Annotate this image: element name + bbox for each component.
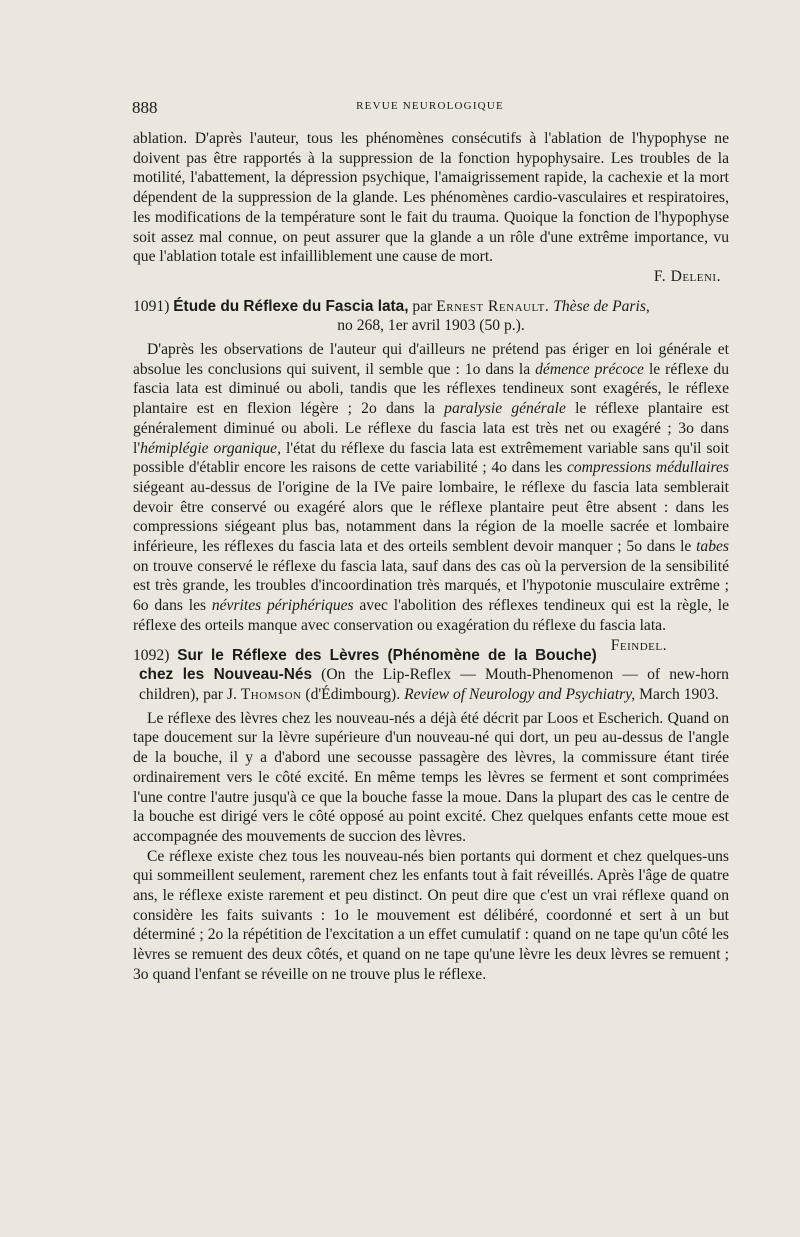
article-1091-heading bbox=[133, 297, 729, 317]
article-1091-title: Étude du Réflexe du Fascia lata, bbox=[173, 297, 409, 315]
term-nevrites: névrites périphériques bbox=[211, 597, 354, 615]
article-1091-number: 1091) bbox=[133, 297, 170, 315]
article-1092-title: Sur le Réflexe des Lèvres (Phénomène de la Bouche) chez les Nouveau-Nés bbox=[139, 646, 597, 684]
prev-article-text: ablation. D'après l'auteur, tous les phénomènes consécutifs à l'ablation de l'hypophyse ne doivent pas être rapportés à la suppression de la fonction hypophysaire. Les troubles de la motilité, l'abattement, la dépression psychique, l'amaigrissement rapide, la cachexie et la mort dépendent de la suppression de la glande. Les phénomènes cardio-vasculaires et respiratoires, les modifications de la température sont le fait du trauma. Quoique la fonction de l'hypophyse soit assez mal connue, on peut assurer que la glande a un rôle d'une extrême importance, vu que l'ablation totale est infailliblement une cause de mort. bbox=[133, 130, 729, 266]
term-compressions: compressions médullaires bbox=[566, 459, 729, 477]
article-1091-body-1: D'après les observations de l'auteur qui d'ailleurs ne prétend pas ériger en loi générale et absolue les conclusions qui suivent, il semble que : 1o dans la bbox=[133, 341, 729, 378]
article-1091-by: par bbox=[412, 297, 433, 315]
article-1091-details: no 268, 1er avril 1903 (50 p.). bbox=[337, 317, 525, 335]
page-body bbox=[133, 129, 729, 985]
term-demence-precoce: démence précoce bbox=[535, 360, 644, 378]
article-1091-body-7: avec l'abolition des réflexes tendineux qui est la règle, le réflexe des orteils manque avec conservation ou exagération du réflexe du fascia lata. bbox=[133, 597, 729, 634]
article-1091-body-6: on trouve conservé le réflexe du fascia lata, sauf dans des cas où la perversion de la sensibilité est très grande, les troubles d'incoordination très marqués, et l'hypotonie musculaire extrême ; 6o dans les bbox=[133, 557, 729, 615]
article-1092-english: (On the Lip-Reflex — Mouth-Phenomenon — of new-horn children), par J. bbox=[139, 666, 729, 703]
article-1091-body-5: siégeant au-dessus de l'origine de la IVe paire lombaire, le réflexe du fascia lata semblerait devoir être conservé ou exagéré alors que le réflexe plantaire peut être absent : dans les compressions siégeant plus bas, notamment dans la région de la moelle sacrée et lombaire inférieure, les réflexes du fascia lata et des orteils semblent devoir manquer ; 5o dans le bbox=[133, 478, 729, 556]
signature-deleni: F. Deleni. bbox=[653, 267, 721, 285]
article-1092-paragraph-2: Ce réflexe existe chez tous les nouveau-nés bien portants qui dorment et chez quelques-uns qui sommeillent seulement, rarement chez les enfants tout à fait réveillés. Après l'âge de quatre ans, le réflexe existe rarement et peu distinct. On peut dire que c'est un vrai réflexe quand on considère les faits suivants : 1o le mouvement est délibéré, coordonné et sert à un but déterminé ; 2o la répétition de l'excitation a un effet cumulatif : quand on ne tape qu'un côté les lèvres se remuent des deux côtés, et quand on ne tape qu'une lèvre les deux lèvres se remuent ; 3o quand l'enfant se réveille on ne trouve plus le réflexe. bbox=[133, 847, 729, 983]
article-1092-paragraph-1: Le réflexe des lèvres chez les nouveau-nés a déjà été décrit par Loos et Escherich. Quand on tape doucement sur la lèvre supérieure d'un nouveau-né qui dort, un peu au-dessus de l'angle de la bouche, il y a d'abord une secousse passagère des lèvres, la commissure étant tirée ordinairement vers le côté excité. En même temps les lèvres se ferment et sont comprimées l'une contre l'autre jusqu'à ce que la bouche fasse la moue. Dans la plupart des cas le centre de la bouche est dirigé vers le côté opposé au point excité. Chez quelques enfants cette moue est accompagnée des mouvements de succion des lèvres. bbox=[133, 709, 729, 845]
journal-title: REVUE NEUROLOGIQUE bbox=[356, 100, 504, 112]
article-1092-source: Review of Neurology and Psychiatry, bbox=[404, 685, 636, 703]
signature-feindel: Feindel. bbox=[610, 636, 667, 654]
article-1091-body-3: le réflexe plantaire est généralement diminué ou aboli. Le réflexe du fascia lata est très net ou exagéré ; 3o dans l' bbox=[133, 400, 729, 457]
article-1091-source: Thèse de Paris, bbox=[553, 297, 650, 315]
running-head bbox=[132, 98, 728, 118]
article-1092-origin: (d'Édimbourg). bbox=[305, 685, 401, 703]
term-paralysie-generale: paralysie générale bbox=[444, 400, 566, 418]
article-1091-body-2: le réflexe du fascia lata est diminué ou aboli, tandis que les réflexes tendineux sont exagérés, le réflexe plantaire est en flexion légère ; 2o dans la bbox=[133, 360, 729, 418]
article-1091-author: Ernest Renault. bbox=[436, 297, 550, 315]
page-number: 888 bbox=[132, 98, 158, 117]
article-1091-body-4: l'état du réflexe du fascia lata est extrêmement variable sans qu'il soit possible d'établir encore les raisons de cette variabilité ; 4o dans les bbox=[133, 439, 729, 477]
term-hemiplegie: hémiplégie organique, bbox=[140, 439, 281, 457]
article-1092-date: March 1903. bbox=[639, 685, 719, 703]
article-1092-author: Thomson bbox=[240, 685, 302, 703]
term-tabes: tabes bbox=[696, 538, 729, 556]
prev-article-signature bbox=[133, 267, 729, 287]
article-1091-body bbox=[133, 340, 729, 654]
article-1092-number: 1092) bbox=[133, 646, 170, 664]
